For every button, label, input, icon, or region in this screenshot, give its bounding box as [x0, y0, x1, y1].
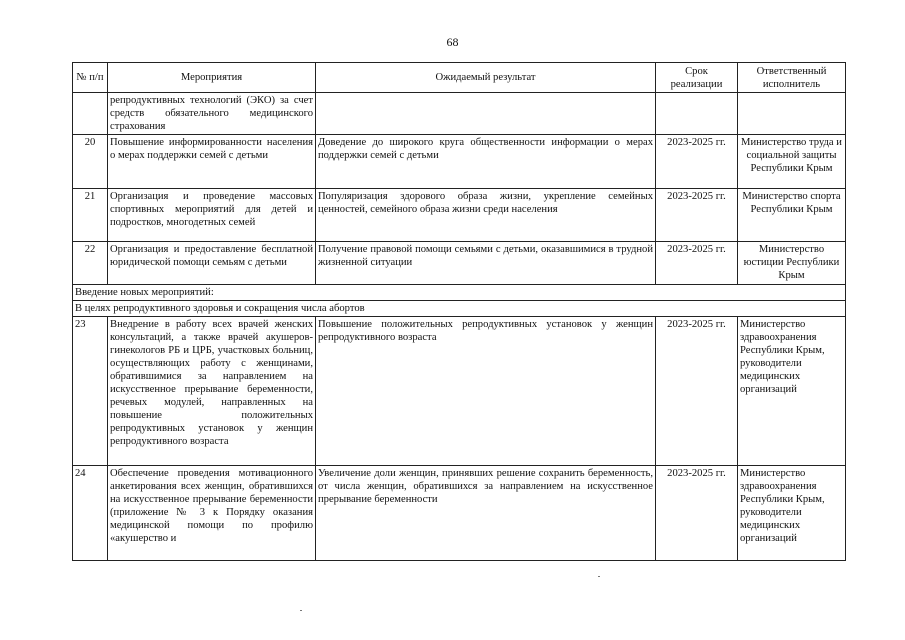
section-new-measures: Введение новых мероприятий: [73, 285, 846, 301]
row-responsible: Министерство труда и социальной защиты Республики Крым [738, 135, 846, 189]
row-num: 22 [73, 242, 108, 285]
row-term: 2023-2025 гг. [656, 242, 738, 285]
row-action: репродуктивных технологий (ЭКО) за счет средств обязательного медицинского страхования [108, 93, 316, 135]
section-row [73, 301, 846, 317]
row-num: 24 [73, 466, 108, 561]
scan-speck [598, 576, 600, 577]
row-term: 2023-2025 гг. [656, 189, 738, 242]
row-action: Повышение информированности населения о мерах поддержки семей с детьми [108, 135, 316, 189]
row-term: 2023-2025 гг. [656, 317, 738, 466]
row-action: Организация и проведение массовых спортивных мероприятий для детей и подростков, многодетных семей [108, 189, 316, 242]
row-responsible: Министерство юстиции Республики Крым [738, 242, 846, 285]
row-responsible: Министерство здравоохранения Республики Крым, руководители медицинских организаций [738, 466, 846, 561]
row-term [656, 93, 738, 135]
table-row [73, 242, 846, 285]
table-row [73, 135, 846, 189]
row-action: Обеспечение проведения мотивационного анкетирования всех женщин, обратившихся на искусственное прерывание беременности (приложение № 3 к Порядку оказания медицинской помощи по профилю «акушерство и [108, 466, 316, 561]
row-result: Популяризация здорового образа жизни, укрепление семейных ценностей, семейного образа жизни среди населения [316, 189, 656, 242]
header-num: № п/п [73, 63, 108, 93]
row-result: Увеличение доли женщин, принявших решение сохранить беременность, от числа женщин, обратившихся за направлением на искусственное прерывание беременности [316, 466, 656, 561]
scan-speck [300, 610, 302, 611]
table-row [73, 466, 846, 561]
row-result: Повышение положительных репродуктивных установок у женщин репродуктивного возраста [316, 317, 656, 466]
header-result: Ожидаемый результат [316, 63, 656, 93]
row-action: Организация и предоставление бесплатной юридической помощи семьям с детьми [108, 242, 316, 285]
row-responsible: Министерство здравоохранения Республики Крым, руководители медицинских организаций [738, 317, 846, 466]
header-term: Срок реализации [656, 63, 738, 93]
row-result: Получение правовой помощи семьями с детьми, оказавшимися в трудной жизненной ситуации [316, 242, 656, 285]
row-term: 2023-2025 гг. [656, 135, 738, 189]
row-num [73, 93, 108, 135]
row-term: 2023-2025 гг. [656, 466, 738, 561]
header-responsible: Ответственный исполнитель [738, 63, 846, 93]
section-row [73, 285, 846, 301]
row-num: 23 [73, 317, 108, 466]
row-responsible [738, 93, 846, 135]
row-result [316, 93, 656, 135]
row-result: Доведение до широкого круга общественности информации о мерах поддержки семей с детьми [316, 135, 656, 189]
table-row [73, 93, 846, 135]
page-number: 68 [446, 35, 459, 49]
row-num: 21 [73, 189, 108, 242]
row-action: Внедрение в работу всех врачей женских консультаций, а также врачей акушеров-гинекологов РБ и ЦРБ, участковых больниц, осуществляющих работу с женщинами, обратившимися за направлением на искусственное прерывание беременности, речевых модулей, направленных на повышение положительных репродуктивных установок у женщин репродуктивного возраста [108, 317, 316, 466]
row-num: 20 [73, 135, 108, 189]
measures-table [72, 62, 846, 561]
header-action: Мероприятия [108, 63, 316, 93]
table-row [73, 189, 846, 242]
row-responsible: Министерство спорта Республики Крым [738, 189, 846, 242]
table-header-row [73, 63, 846, 93]
section-reproductive-health: В целях репродуктивного здоровья и сокращения числа абортов [73, 301, 846, 317]
table-row [73, 317, 846, 466]
